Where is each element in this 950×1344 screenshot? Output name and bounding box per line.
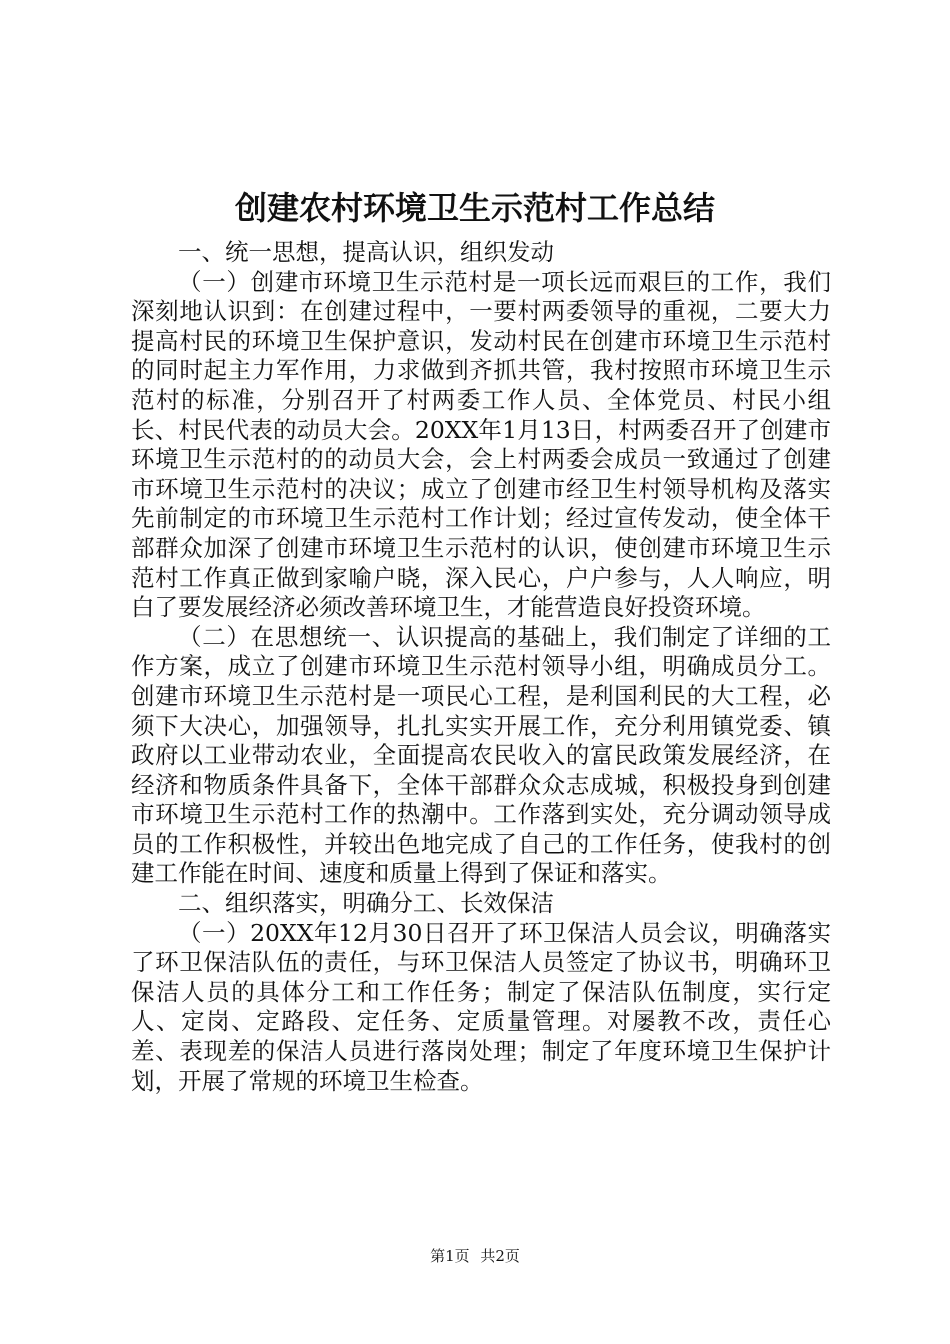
- page-number-total: 共2页: [480, 1247, 520, 1265]
- document-body: [131, 238, 831, 1096]
- section-heading-2: 二、组织落实，明确分工、长效保洁: [178, 889, 554, 918]
- page-footer: [0, 1246, 950, 1266]
- paragraph-1: （一）创建市环境卫生示范村是一项长远而艰巨的工作，我们深刻地认识到：在创建过程中，一要村两委领导的重视，二要大力提高村民的环境卫生保护意识，发动村民在创建市环境卫生示范村的同时起主力军作用，力求做到齐抓共管，我村按照市环境卫生示范村的标准，分别召开了村两委工作人员、全体党员、村民小组长、村民代表的动员大会。20XX年1月13日，村两委召开了创建市环境卫生示范村的的动员大会，会上村两委会成员一致通过了创建市环境卫生示范村的决议；成立了创建市经卫生村领导机构及落实先前制定的市环境卫生示范村工作计划；经过宣传发动，使全体干部群众加深了创建市环境卫生示范村的认识，使创建市环境卫生示范村工作真正做到家喻户晓，深入民心，户户参与，人人响应，明白了要发展经济必须改善环境卫生，才能营造良好投资环境。: [131, 267, 831, 622]
- paragraph-2: （二）在思想统一、认识提高的基础上，我们制定了详细的工作方案，成立了创建市环境卫生示范村领导小组，明确成员分工。创建市环境卫生示范村是一项民心工程，是利国利民的大工程，必须下大决心，加强领导，扎扎实实开展工作，充分利用镇党委、镇政府以工业带动农业，全面提高农民收入的富民政策发展经济，在经济和物质条件具备下，全体干部群众众志成城，积极投身到创建市环境卫生示范村工作的热潮中。工作落到实处，充分调动领导成员的工作积极性，并较出色地完成了自己的工作任务，使我村的创建工作能在时间、速度和质量上得到了保证和落实。: [131, 622, 831, 888]
- document-title: 创建农村环境卫生示范村工作总结: [234, 189, 715, 227]
- section-heading-1: 一、统一思想，提高认识，组织发动: [178, 238, 554, 266]
- page-number-current: 第1页: [430, 1247, 470, 1265]
- paragraph-3: （一）20XX年12月30日召开了环卫保洁人员会议，明确落实了环卫保洁队伍的责任，与环卫保洁人员签定了协议书，明确环卫保洁人员的具体分工和工作任务；制定了保洁队伍制度，实行定人、定岗、定路段、定任务、定质量管理。对屡教不改，责任心差、表现差的保洁人员进行落岗处理；制定了年度环境卫生保护计划，开展了常规的环境卫生检查。: [131, 918, 831, 1095]
